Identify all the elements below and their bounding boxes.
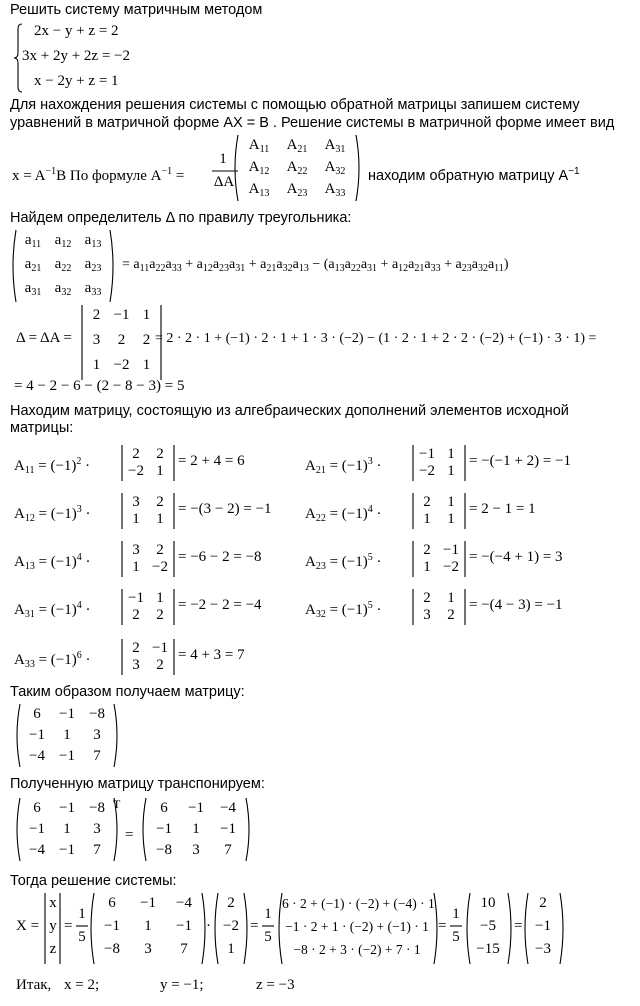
equals-sign: = — [125, 827, 134, 843]
minor-cell: −1 — [419, 446, 435, 462]
cofmat-cell: −8 — [89, 706, 105, 722]
transpose-title: Полученную матрицу транспонируем: — [10, 776, 265, 792]
minor-cell: −2 — [419, 463, 435, 479]
minor-cell: 1 — [447, 494, 455, 510]
minor-cell: 2 — [423, 494, 431, 510]
solution-matrix-cell: 3 — [144, 941, 152, 957]
delta-label: Δ = ΔA = — [16, 330, 72, 346]
b-cell: 1 — [227, 941, 235, 957]
tr-src-cell: 7 — [93, 842, 101, 858]
solution-matrix-cell: −1 — [140, 895, 156, 911]
unknown-cell: x — [49, 895, 57, 911]
general-cell: $a_{32}$ — [54, 280, 72, 298]
minor-cell: 1 — [447, 463, 455, 479]
adjugate-cell: $A_{21}$ — [286, 137, 308, 155]
minor-cell: 2 — [132, 640, 140, 656]
product-result-cell: 10 — [480, 895, 496, 911]
general-cell: $a_{23}$ — [84, 256, 102, 274]
solution-matrix-cell: 1 — [144, 918, 152, 934]
answer-cell: −1 — [535, 918, 551, 934]
inverse-note: находим обратную матрицу $A^{-1}$ — [368, 166, 580, 184]
cofactor-title-2: матрицы: — [10, 420, 74, 436]
det-cell: −1 — [113, 307, 130, 323]
adjugate-cell: $A_{12}$ — [248, 159, 270, 177]
minor-cell: −1 — [443, 542, 459, 558]
general-cell: $a_{21}$ — [24, 256, 42, 274]
equals-sign: = — [438, 918, 447, 934]
tr-src-cell: 3 — [93, 821, 101, 837]
fraction-den: 5 — [452, 929, 460, 945]
minor-cell: 2 — [156, 657, 164, 673]
product-cell: −8 · 2 + 3 · (−2) + 7 · 1 — [293, 942, 421, 957]
cofactor-result: = 2 − 1 = 1 — [469, 501, 536, 517]
tr-dst-cell: −8 — [156, 842, 172, 858]
minor-cell: 2 — [156, 542, 164, 558]
b-cell: 2 — [227, 895, 235, 911]
intro-line-2: уравнений в матричной форме AX = B . Решение системы в матричной форме имеет вид — [10, 115, 615, 131]
adjugate-cell: $A_{33}$ — [324, 181, 346, 199]
minor-cell: 2 — [132, 446, 140, 462]
minor-cell: 1 — [132, 511, 140, 527]
solution-matrix-cell: −4 — [176, 895, 192, 911]
solution-matrix-cell: 7 — [180, 941, 188, 957]
equals-sign: = — [64, 918, 73, 934]
cofactor-label: $A_{32} = (-1)^5$ · — [305, 600, 382, 620]
minor-cell: 3 — [132, 657, 140, 673]
intro-line-1: Для нахождения решения системы с помощью обратной матрицы запишем систему — [10, 97, 580, 113]
cofactor-result: = −(−4 + 1) = 3 — [469, 549, 563, 565]
obtained-title: Таким образом получаем матрицу: — [10, 684, 245, 700]
det-cell: 3 — [92, 332, 101, 348]
minor-cell: 2 — [132, 607, 140, 623]
delta-calculation: = 2 · 2 · 1 + (−1) · 2 · 1 + 1 · 3 · (−2) − (1 · 2 · 1 + 2 · 2 · (−2) + (−1) · 3 · 1) = — [155, 331, 597, 346]
adjugate-cell: $A_{11}$ — [248, 137, 270, 155]
unknown-cell: z — [49, 941, 57, 957]
tr-dst-cell: 1 — [192, 821, 200, 837]
solution-matrix-cell: 6 — [108, 895, 116, 911]
product-result-cell: −15 — [476, 941, 500, 957]
general-cell: $a_{11}$ — [24, 232, 42, 250]
adjugate-cell: $A_{31}$ — [324, 137, 346, 155]
cofmat-cell: 3 — [93, 727, 101, 743]
solution-matrix-cell: −1 — [104, 918, 120, 934]
equation-3: x − 2y + z = 1 — [34, 73, 119, 89]
cofactor-result: = −6 − 2 = −8 — [178, 549, 262, 565]
minor-cell: 1 — [132, 559, 140, 575]
minor-cell: 1 — [156, 511, 164, 527]
tr-dst-cell: −1 — [156, 821, 172, 837]
tr-src-cell: −8 — [89, 800, 105, 816]
det-cell: 2 — [92, 307, 101, 323]
cofactor-label: $A_{22} = (-1)^4$ · — [305, 504, 382, 524]
adjugate-cell: $A_{23}$ — [286, 181, 308, 199]
minor-cell: 3 — [132, 494, 140, 510]
minor-cell: 1 — [447, 590, 455, 606]
cofmat-cell: −1 — [29, 727, 45, 743]
det-cell: 2 — [142, 332, 151, 348]
solution-matrix-cell: −8 — [104, 941, 120, 957]
det-cell: 1 — [142, 307, 151, 323]
solution-matrix-cell: −1 — [176, 918, 192, 934]
delta-result: = 4 − 2 − 6 − (2 − 8 − 3) = 5 — [14, 378, 185, 394]
multiply-dot: · — [206, 918, 211, 934]
cofmat-cell: −1 — [59, 706, 75, 722]
cofactor-result: = −(−1 + 2) = −1 — [469, 453, 571, 469]
minor-cell: −2 — [443, 559, 459, 575]
answer-cell: 2 — [539, 895, 547, 911]
cofactor-result: = −2 − 2 = −4 — [178, 597, 262, 613]
minor-cell: −2 — [152, 559, 168, 575]
minor-cell: 2 — [447, 607, 455, 623]
cofactor-title-1: Находим матрицу, состоящую из алгебраических дополнений элементов исходной — [10, 403, 569, 419]
minor-cell: 2 — [156, 607, 164, 623]
tr-src-cell: −4 — [29, 842, 45, 858]
cofmat-cell: 7 — [93, 748, 101, 764]
general-cell: $a_{12}$ — [54, 232, 72, 250]
equation-1: 2x − y + z = 2 — [34, 23, 119, 39]
solution-title: Тогда решение системы: — [10, 873, 177, 889]
adjugate-cell: $A_{13}$ — [248, 181, 270, 199]
fraction-numerator: 1 — [219, 151, 227, 167]
minor-cell: 1 — [156, 463, 164, 479]
final-x: x = 2; — [64, 977, 100, 993]
minor-cell: 3 — [423, 607, 431, 623]
cofmat-cell: 6 — [33, 706, 41, 722]
tr-dst-cell: −1 — [188, 800, 204, 816]
cofmat-cell: −1 — [59, 748, 75, 764]
b-cell: −2 — [223, 918, 239, 934]
equals-sign: = — [514, 918, 523, 934]
cofactor-result: = 4 + 3 = 7 — [178, 647, 245, 663]
tr-dst-cell: 3 — [192, 842, 200, 858]
minor-cell: 1 — [447, 511, 455, 527]
cofactor-label: $A_{23} = (-1)^5$ · — [305, 552, 382, 572]
cofactor-label: $A_{12} = (-1)^3$ · — [14, 504, 91, 524]
minor-cell: 2 — [156, 494, 164, 510]
general-cell: $a_{33}$ — [84, 280, 102, 298]
final-z: z = −3 — [256, 977, 295, 993]
fraction-num: 1 — [78, 906, 86, 922]
tr-dst-cell: −4 — [220, 800, 236, 816]
cofactor-label: $A_{11} = (-1)^2$ · — [14, 456, 91, 476]
product-result-cell: −5 — [480, 918, 496, 934]
equals-sign: = — [250, 918, 259, 934]
triangle-rule: = $a_{11}a_{22}a_{33} + a_{12}a_{23}a_{31} + a_{21}a_{32}a_{13} - (a_{13}a_{22}a_{31} + a_{12}a_{21}a_{33} + a_{23}a_{32}a_{11})$ — [122, 257, 509, 274]
answer-cell: −3 — [535, 941, 551, 957]
cofmat-cell: −4 — [29, 748, 45, 764]
minor-cell: −2 — [128, 463, 144, 479]
minor-cell: −1 — [128, 590, 144, 606]
equation-2: 3x + 2y + 2z = −2 — [22, 48, 130, 64]
general-cell: $a_{13}$ — [84, 232, 102, 250]
general-cell: $a_{31}$ — [24, 280, 42, 298]
cofactor-label: $A_{31} = (-1)^4$ · — [14, 600, 91, 620]
det-cell: 1 — [92, 357, 101, 373]
final-label: Итак, — [16, 977, 52, 993]
minor-cell: 1 — [423, 511, 431, 527]
fraction-num: 1 — [264, 906, 272, 922]
det-cell: 2 — [117, 332, 126, 348]
minor-cell: 1 — [423, 559, 431, 575]
adjugate-cell: $A_{32}$ — [324, 159, 346, 177]
tr-src-cell: 6 — [33, 800, 41, 816]
tr-dst-cell: −1 — [220, 821, 236, 837]
tr-src-cell: −1 — [29, 821, 45, 837]
fraction-den: 5 — [78, 929, 86, 945]
fraction-denominator: ΔA — [213, 174, 235, 190]
tr-dst-cell: 6 — [160, 800, 168, 816]
cofactor-label: $A_{21} = (-1)^3$ · — [305, 456, 382, 476]
product-cell: 6 · 2 + (−1) · (−2) + (−4) · 1 — [282, 896, 435, 911]
tr-src-cell: −1 — [59, 800, 75, 816]
tr-dst-cell: 7 — [224, 842, 232, 858]
minor-cell: 2 — [156, 446, 164, 462]
x-label: X = — [16, 918, 40, 934]
minor-cell: 3 — [132, 542, 140, 558]
cofactor-label: $A_{33} = (-1)^6$ · — [14, 650, 91, 670]
fraction-den: 5 — [264, 929, 272, 945]
minor-cell: 2 — [423, 542, 431, 558]
final-y: y = −1; — [160, 977, 204, 993]
fraction-num: 1 — [452, 906, 460, 922]
minor-cell: 1 — [447, 446, 455, 462]
tr-src-cell: 1 — [63, 821, 71, 837]
product-cell: −1 · 2 + 1 · (−2) + (−1) · 1 — [285, 919, 429, 934]
det-cell: −2 — [113, 357, 130, 373]
transpose-mark: T — [113, 797, 121, 811]
minor-cell: −1 — [152, 640, 168, 656]
adjugate-cell: $A_{22}$ — [286, 159, 308, 177]
cofactor-result: = 2 + 4 = 6 — [178, 453, 245, 469]
minor-cell: 1 — [156, 590, 164, 606]
inverse-formula: $x = A^{-1}B$ По формуле $A^{-1}$ = — [12, 166, 185, 184]
cofactor-label: $A_{13} = (-1)^4$ · — [14, 552, 91, 572]
tr-src-cell: −1 — [59, 842, 75, 858]
minor-cell: 2 — [423, 590, 431, 606]
general-cell: $a_{22}$ — [54, 256, 72, 274]
cofactor-result: = −(4 − 3) = −1 — [469, 597, 563, 613]
det-cell: 1 — [142, 357, 151, 373]
unknown-cell: y — [49, 918, 57, 934]
cofmat-cell: 1 — [63, 727, 71, 743]
page-title: Решить систему матричным методом — [10, 2, 263, 18]
cofactor-result: = −(3 − 2) = −1 — [178, 501, 272, 517]
determinant-title: Найдем определитель Δ по правилу треугольника: — [10, 210, 352, 226]
